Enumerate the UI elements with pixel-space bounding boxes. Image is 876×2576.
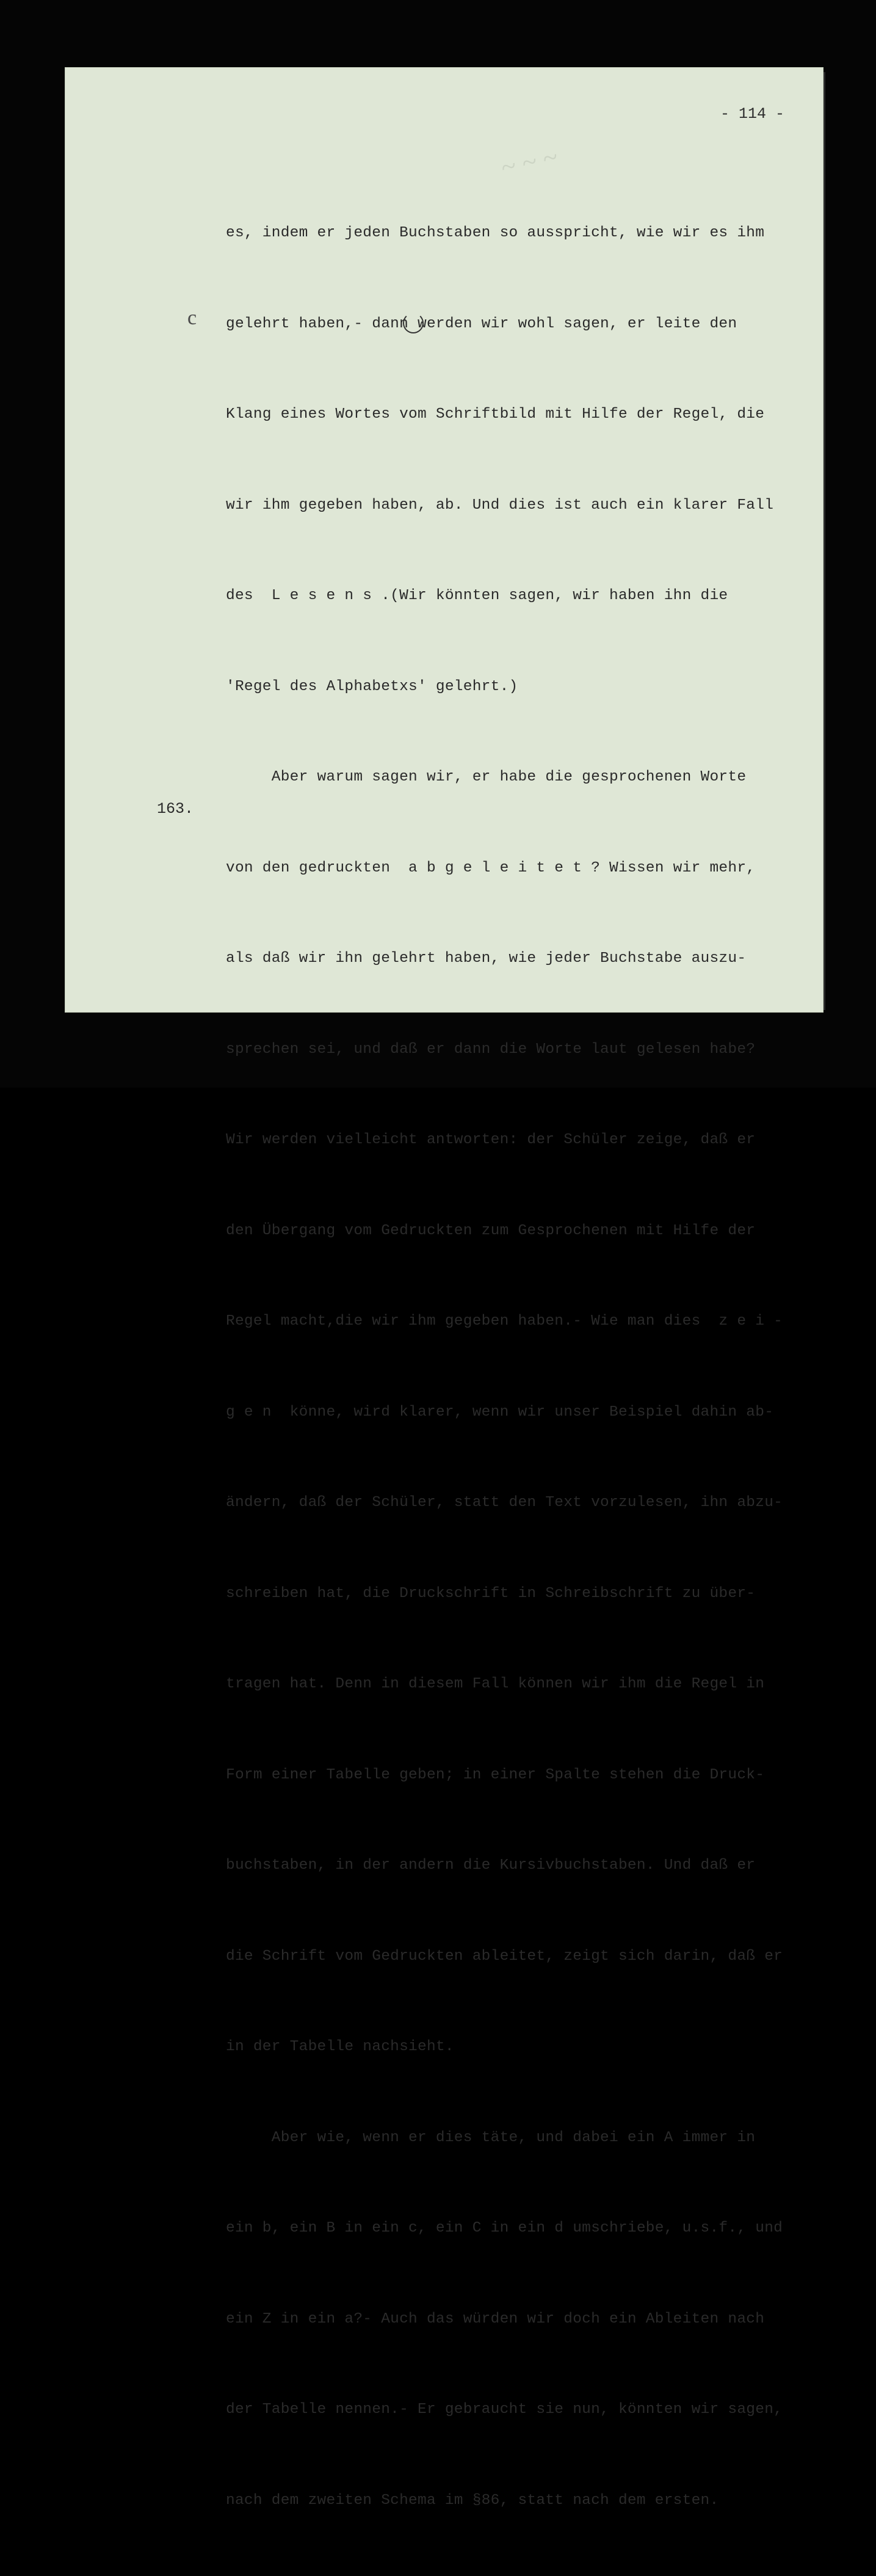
text-line: der Tabelle nennen.- Er gebraucht sie nun, könnten wir sagen, [226,2401,783,2418]
text-line: tragen hat. Denn in diesem Fall können wir ihm die Regel in [226,1676,765,1692]
text-line: den Übergang vom Gedruckten zum Gesprochenen mit Hilfe der [226,1222,756,1239]
text-line: ein b, ein B in ein c, ein C in ein d umschriebe, u.s.f., und [226,2220,783,2236]
page-number: - 114 - [720,105,785,123]
text-line: Form einer Tabelle geben; in einer Spalte stehen die Druck- [226,1766,765,1783]
margin-pencil-mark: c [187,307,197,329]
text-line: Regel macht,die wir ihm gegeben haben.- Wie man dies z e i - [226,1313,783,1330]
text-line: Aber wie, wenn er dies täte, und dabei ein A immer in [226,2129,756,2146]
text-line: es, indem er jeden Buchstaben so ausspricht, wie wir es ihm [226,225,765,241]
text-line: Klang eines Wortes vom Schriftbild mit Hilfe der Regel, die [226,406,765,423]
text-line: ein Z in ein a?- Auch das würden wir doch ein Ableiten nach [226,2310,765,2327]
typed-text-block [226,158,783,2576]
text-line: Wir werden vielleicht antworten: der Schüler zeige, daß er [226,1132,756,1148]
text-line: wir ihm gegeben haben, ab. Und dies ist auch ein klarer Fall [226,497,774,514]
text-line: buchstaben, in der andern die Kursivbuchstaben. Und daß er [226,1857,756,1874]
text-line: nach dem zweiten Schema im §86, statt nach dem ersten. [226,2492,719,2509]
text-line: gelehrt haben,- dann werden wir wohl sagen, er leite den [226,315,737,332]
text-line: als daß wir ihn gelehrt haben, wie jeder Buchstabe auszu- [226,950,747,967]
text-line: von den gedruckten a b g e l e i t e t ? Wissen wir mehr, [226,859,756,876]
text-line: Aber warum sagen wir, er habe die gesprochenen Worte [226,769,747,785]
text-line: in der Tabelle nachsieht. [226,2039,454,2055]
text-line: ändern, daß der Schüler, statt den Text vorzulesen, ihn abzu- [226,1494,783,1511]
paragraph-number: 163. [157,800,194,818]
text-line: g e n könne, wird klarer, wenn wir unser Beispiel dahin ab- [226,1403,774,1421]
text-line: sprechen sei, und daß er dann die Worte laut gelesen habe? [226,1041,756,1058]
text-line: die Schrift vom Gedruckten ableitet, zeigt sich darin, daß er [226,1948,783,1965]
page-edge-shadow [824,72,825,1010]
text-line: schreiben hat, die Druckschrift in Schreibschrift zu über- [226,1585,756,1602]
text-line: des L e s e n s .(Wir könnten sagen, wir haben ihn die [226,588,728,604]
bleed-through-ink: ~ ~ ~ [498,141,560,183]
text-line: 'Regel des Alphabetxs' gelehrt.) [226,678,518,695]
